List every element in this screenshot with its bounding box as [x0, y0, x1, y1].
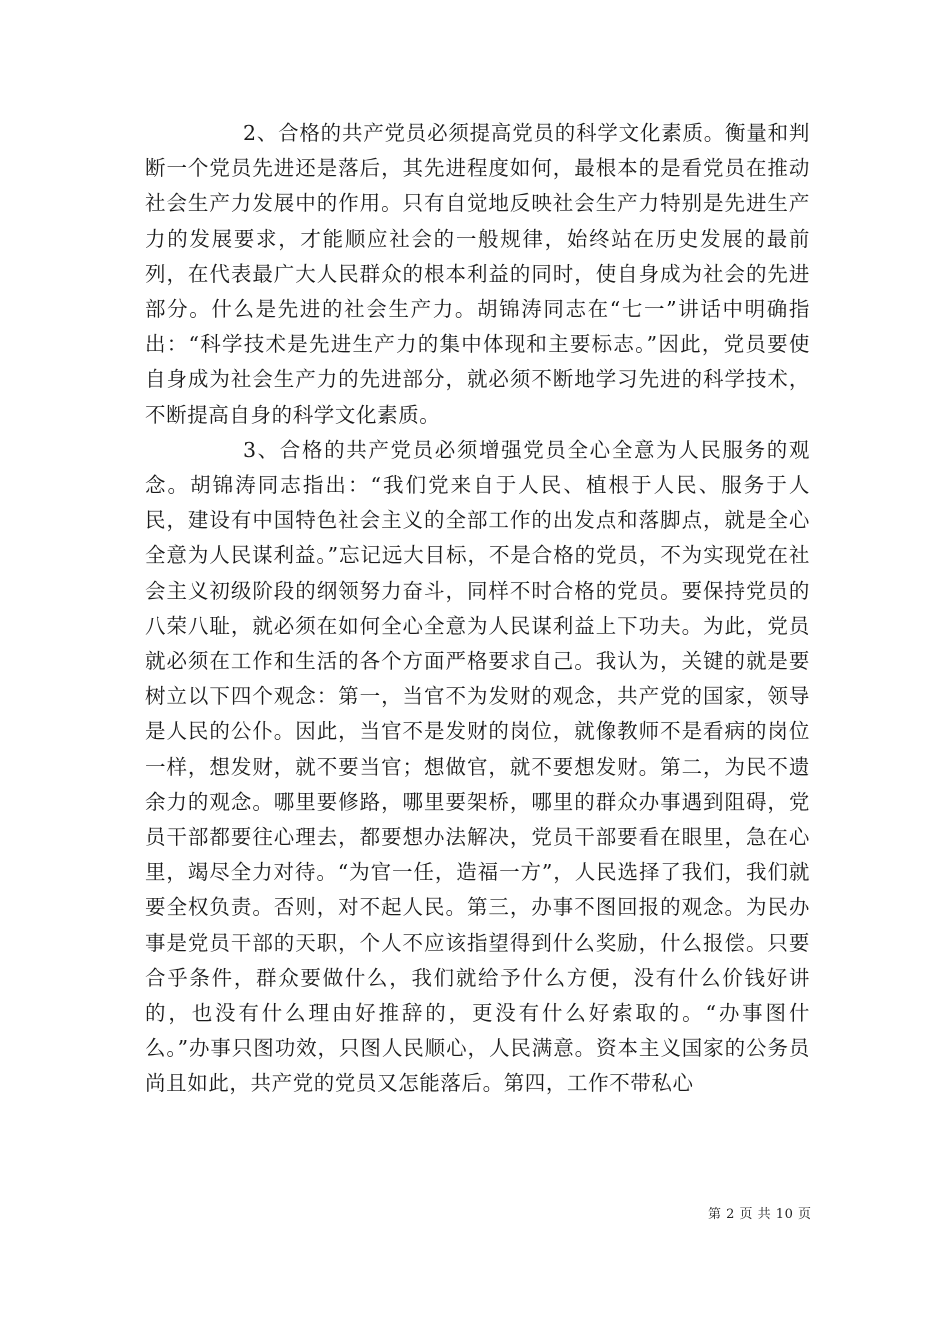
paragraph-2 — [145, 116, 810, 433]
paragraph-2-text: 2、合格的共产党员必须提高党员的科学文化素质。衡量和判断一个党员先进还是落后，其先进程度如何，最根本的是看党员在推动社会生产力发展中的作用。只有自觉地反映社会生产力特别是先进生产力的发展要求，才能顺应社会的一般规律，始终站在历史发展的最前列，在代表最广大人民群众的根本利益的同时，使自身成为社会的先进部分。什么是先进的社会生产力。胡锦涛同志在“七一”讲话中明确指出：“科学技术是先进生产力的集中体现和主要标志。”因此，党员要使自身成为社会生产力的先进部分，就必须不断地学习先进的科学技术，不断提高自身的科学文化素质。 — [145, 121, 810, 427]
page-number-footer: 第 2 页 共 10 页 — [708, 1207, 812, 1222]
paragraph-3-text: 3、合格的共产党员必须增强党员全心全意为人民服务的观念。胡锦涛同志指出：“我们党来自于人民、植根于人民、服务于人民，建设有中国特色社会主义的全部工作的出发点和落脚点，就是全心全意为人民谋利益。”忘记远大目标，不是合格的党员，不为实现党在社会主义初级阶段的纲领努力奋斗，同样不时合格的党员。要保持党员的八荣八耻，就必须在如何全心全意为人民谋利益上下功夫。为此，党员就必须在工作和生活的各个方面严格要求自己。我认为，关键的就是要树立以下四个观念：第一，当官不为发财的观念，共产党的国家，领导是人民的公仆。因此，当官不是发财的岗位，就像教师不是看病的岗位一样，想发财，就不要当官；想做官，就不要想发财。第二，为民不遗余力的观念。哪里要修路，哪里要架桥，哪里的群众办事遇到阻碍，党员干部都要往心理去，都要想办法解决，党员干部要看在眼里，急在心里，竭尽全力对待。“为官一任，造福一方”，人民选择了我们，我们就要全权负责。否则，对不起人民。第三，办事不图回报的观念。为民办事是党员干部的天职，个人不应该指望得到什么奖励，什么报偿。只要合乎条件，群众要做什么，我们就给予什么方便，没有什么价钱好讲的，也没有什么理由好推辞的，更没有什么好索取的。“办事图什么。”办事只图功效，只图人民顺心，人民满意。资本主义国家的公务员尚且如此，共产党的党员又怎能落后。第四，工作不带私心 — [145, 437, 810, 1096]
paragraph-3 — [145, 433, 810, 1102]
body-text — [145, 116, 810, 1102]
